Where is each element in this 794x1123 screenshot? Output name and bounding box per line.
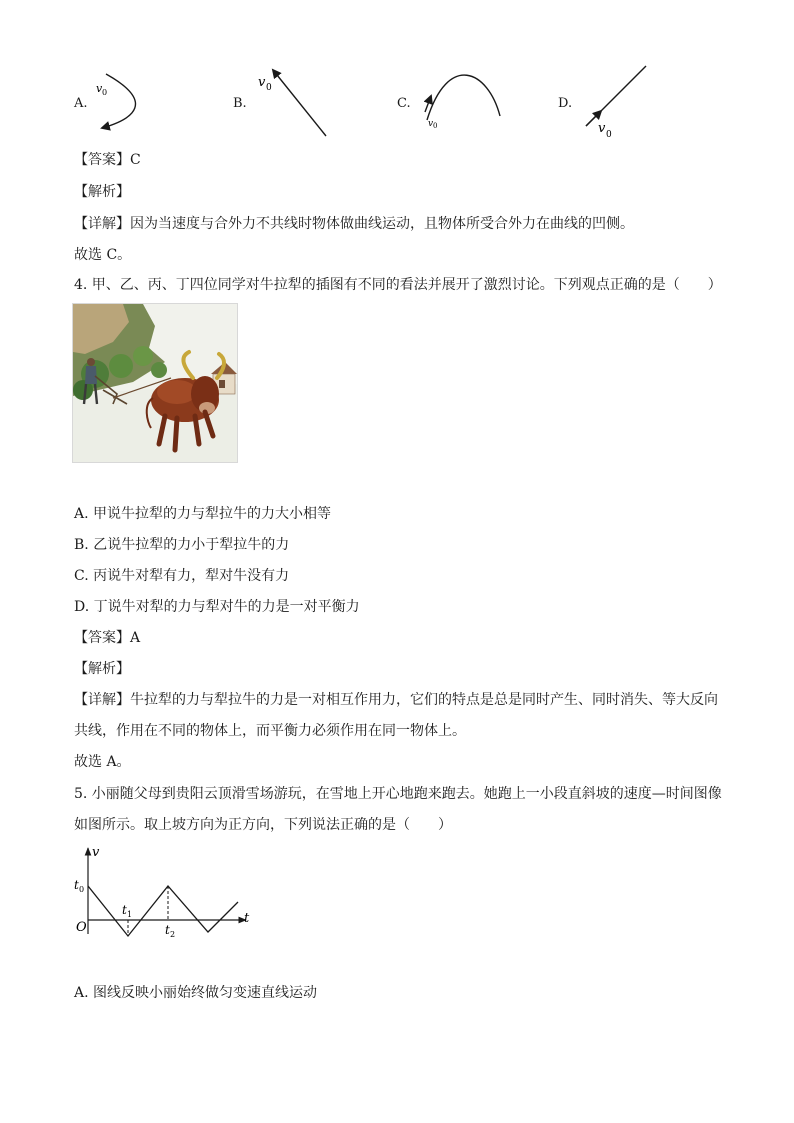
q3-conclusion: 故选 C。	[74, 247, 132, 263]
option-d-figure	[580, 60, 660, 142]
svg-text:0: 0	[102, 88, 108, 97]
detail-label: 【详解】	[74, 692, 130, 708]
option-a-curve	[102, 74, 135, 128]
svg-text:1: 1	[127, 910, 133, 919]
q3-analysis-label: 【解析】	[74, 184, 130, 200]
option-c-label: C.	[397, 96, 411, 111]
q4-stem: 4. 甲、乙、丙、丁四位同学对牛拉犁的插图有不同的看法并展开了激烈讨论。下列观点正确的是（ ）	[74, 277, 722, 293]
answer-label: 【答案】	[74, 630, 130, 646]
q5-stem-line-1: 5. 小丽随父母到贵阳云顶滑雪场游玩，在雪地上开心地跑来跑去。她跑上一小段直斜坡的速度—时间图像	[74, 786, 722, 802]
q3-answer	[74, 150, 141, 170]
q4-option-a: A. 甲说牛拉犁的力与犁拉牛的力大小相等	[74, 506, 332, 522]
vt-y-label: v	[92, 845, 100, 860]
answer-value: A	[130, 630, 141, 646]
option-a-label: A.	[74, 96, 88, 111]
svg-text:2: 2	[170, 930, 176, 939]
q4-detail-line-1	[74, 690, 718, 710]
q4-conclusion: 故选 A。	[74, 754, 131, 770]
q4-option-b: B. 乙说牛拉犁的力小于犁拉牛的力	[74, 537, 290, 553]
q4-analysis-label: 【解析】	[74, 661, 130, 677]
q4-option-c: C. 丙说牛对犁有力，犁对牛没有力	[74, 568, 290, 584]
vt-t2-label: t	[165, 923, 170, 937]
detail-text: 因为当速度与合外力不共线时物体做曲线运动，且物体所受合外力在曲线的凹侧。	[130, 216, 634, 232]
ox-plow-illustration	[72, 303, 238, 463]
q4-detail-line-2: 共线，作用在不同的物体上，而平衡力必须作用在同一物体上。	[74, 723, 466, 739]
option-c-figure	[418, 70, 508, 134]
vt-t1-label: t	[122, 903, 127, 917]
svg-text:0: 0	[606, 130, 612, 140]
vt-y-tick: t	[74, 878, 79, 892]
vt-x-label: t	[244, 911, 250, 926]
option-b-line	[273, 70, 326, 136]
q5-option-a: A. 图线反映小丽始终做匀变速直线运动	[74, 985, 318, 1001]
answer-label: 【答案】	[74, 152, 130, 168]
svg-text:0: 0	[266, 83, 272, 93]
svg-text:0: 0	[79, 885, 85, 894]
detail-label: 【详解】	[74, 216, 130, 232]
vt-origin: O	[76, 920, 87, 935]
option-c-v0: v	[428, 119, 434, 129]
vt-graph	[70, 842, 260, 942]
q5-stem-line-2: 如图所示。取上坡方向为正方向，下列说法正确的是（ ）	[74, 817, 452, 833]
q4-option-d: D. 丁说牛对犁的力与犁对牛的力是一对平衡力	[74, 599, 360, 615]
option-b-figure	[255, 62, 335, 142]
option-a-figure	[90, 64, 150, 136]
svg-text:0: 0	[433, 122, 438, 130]
option-d-v0: v	[598, 121, 606, 136]
vt-line	[88, 886, 238, 936]
q3-detail	[74, 214, 634, 234]
q4-answer	[74, 628, 140, 648]
option-c-curve	[427, 75, 500, 120]
detail-text: 牛拉犁的力与犁拉牛的力是一对相互作用力，它们的特点是总是同时产生、同时消失、等大反向	[130, 692, 718, 708]
answer-value: C	[130, 152, 141, 168]
option-a-v0: v	[96, 82, 103, 95]
option-d-label: D.	[558, 96, 573, 111]
option-b-v0: v	[258, 75, 266, 90]
option-b-label: B.	[233, 96, 247, 111]
